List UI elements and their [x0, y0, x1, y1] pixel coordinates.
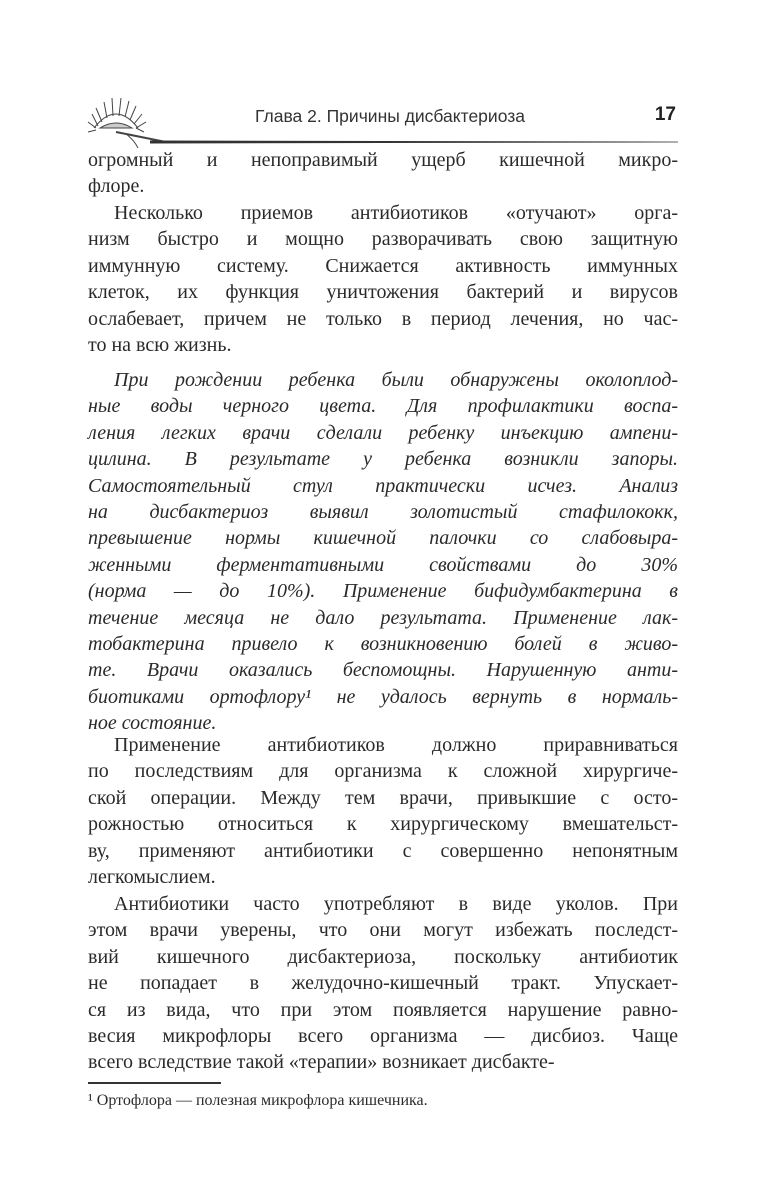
text-line: вий кишечного дисбактериоза, поскольку антибиотик — [88, 945, 678, 968]
text-line: рожностью относиться к хирургическому вмешательст- — [88, 813, 678, 836]
text-line: женными ферментативными свойствами до 30% — [88, 553, 678, 576]
text-line: При рождении ребенка были обнаружены околоплод- — [114, 369, 678, 391]
paragraph — [88, 200, 678, 358]
text-line: не попадает в желудочно-кишечный тракт. Упускает- — [88, 972, 678, 995]
text-line: этом врачи уверены, что они могут избежать последст- — [88, 919, 678, 942]
text-line: на дисбактериоз выявил золотистый стафилококк, — [88, 500, 678, 523]
page-number: 17 — [654, 104, 676, 125]
running-title: Глава 2. Причины дисбактериоза — [255, 106, 525, 126]
paragraph — [88, 891, 678, 1076]
text-line: цилина. В результате у ребенка возникли запоры. — [88, 448, 678, 471]
paragraph — [88, 147, 678, 200]
text-line: всего вследствие такой «терапии» возникает дисбакте- — [88, 1051, 555, 1074]
text-line: то на всю жизнь. — [88, 333, 232, 356]
footnote-rule — [88, 1082, 221, 1084]
footnote: ¹ Ортофлора — полезная микрофлора кишечника. — [88, 1092, 428, 1109]
case-example-paragraph — [88, 367, 678, 736]
text-line: Антибиотики часто употребляют в виде уколов. При — [114, 893, 678, 915]
text-line: ные воды черного цвета. Для профилактики воспа- — [88, 395, 678, 418]
text-line: ное состояние. — [88, 712, 217, 735]
text-line: Несколько приемов антибиотиков «отучают» орга- — [114, 202, 678, 224]
text-line: ослабевает, причем не только в период лечения, но час- — [88, 307, 678, 330]
text-line: иммунную систему. Снижается активность иммунных — [88, 254, 678, 277]
text-line: низм быстро и мощно разворачивать свою защитную — [88, 228, 678, 251]
text-line: ской операции. Между тем врачи, привыкшие с осто- — [88, 786, 678, 809]
text-line: ся из вида, что при этом появляется нарушение равно- — [88, 998, 678, 1021]
text-line: тобактерина привело к возникновению болей в живо- — [88, 632, 678, 655]
text-line: Применение антибиотиков должно приравниваться — [114, 734, 678, 756]
text-line: флоре. — [88, 175, 145, 198]
text-line: превышение нормы кишечной палочки со слабовыра- — [88, 527, 678, 550]
sunflower-ornament-icon — [86, 88, 166, 148]
text-line: клеток, их функция уничтожения бактерий и вирусов — [88, 281, 678, 304]
text-line: огромный и непоправимый ущерб кишечной микро- — [88, 149, 678, 171]
text-line: (норма — до 10%). Применение бифидумбактерина в — [88, 580, 678, 603]
text-line: ления легких врачи сделали ребенку инъекцию ампени- — [88, 421, 678, 444]
paragraph — [88, 732, 678, 890]
text-line: биотиками ортофлору¹ не удалось вернуть в нормаль- — [88, 685, 678, 708]
text-line: по последствиям для организма к сложной хирургиче- — [88, 760, 678, 783]
text-line: Самостоятельный стул практически исчез. Анализ — [88, 474, 678, 497]
text-line: весия микрофлоры всего организма — дисбиоз. Чаще — [88, 1024, 678, 1047]
text-line: ву, применяют антибиотики с совершенно непонятным — [88, 839, 678, 862]
header-rule — [150, 140, 678, 144]
text-line: легкомыслием. — [88, 865, 216, 888]
text-line: те. Врачи оказались беспомощны. Нарушенную анти- — [88, 659, 678, 682]
running-header — [0, 0, 764, 160]
text-line: течение месяца не дало результата. Применение лак- — [88, 606, 678, 629]
